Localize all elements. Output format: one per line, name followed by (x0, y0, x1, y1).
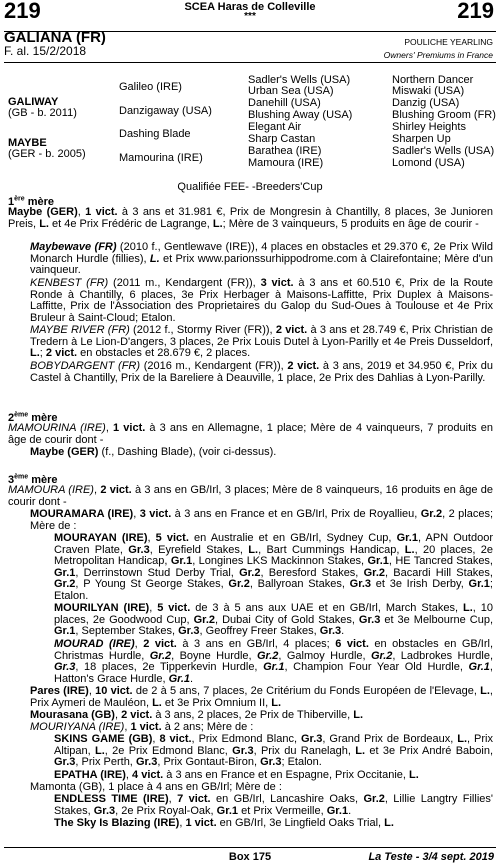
consignor-title: SCEA Haras de Colleville (184, 1, 316, 13)
gen3-item: Sadler's Wells (USA) (248, 74, 351, 86)
box-number: Box 175 (228, 851, 272, 863)
section-first-dam: 1ère mère (8, 195, 54, 208)
gen2-item: Danzigaway (USA) (119, 105, 212, 117)
produce-entry: MOURILYAN (IRE), 5 vict. de 3 à 5 ans aux UAE et en GB/Irl, March Stakes, L., 10 places, 2e Goodwood Cup, Gr.2, Dubai City of Gold Stakes, Gr.3 et 3e Melbourne Cup, Gr.1, September Stakes, Gr.3, Geoffrey Freer Stakes, Gr.3. (54, 602, 493, 638)
produce-entry: Mourasana (GB), 2 vict. à 3 ans, 2 places, 2e Prix de Thiberville, L. (30, 709, 364, 721)
gen3-item: Mamoura (IRE) (248, 157, 324, 169)
third-dam-paragraph: MAMOURA (IRE), 2 vict. à 3 ans en GB/Irl, 3 places; Mère de 8 vainqueurs, 16 produits en âge de courir dont - (8, 484, 493, 508)
consignor-stars: *** (244, 11, 256, 22)
produce-entry: The Sky Is Blazing (IRE), 1 vict. en GB/Irl, 3e Lingfield Oaks Trial, L. (54, 817, 394, 829)
produce-entry: MOURIYANA (IRE), 1 vict. à 2 ans; Mère de : (30, 721, 254, 733)
sire-name: GALIWAY (8, 96, 59, 108)
produce-entry: Pares (IRE), 10 vict. de 2 à 5 ans, 7 places, 2e Critérium du Fonds Européen de l'Elevage, L., Prix Aymeri de Mauléon, L. et 3e Prix Omnium II, L. (30, 685, 493, 709)
produce-entry: MOURAD (IRE), 2 vict. à 3 ans en GB/Irl, 4 places; 6 vict. en obstacles en GB/Irl, Christmas Hurdle, Gr.2, Boyne Hurdle, Gr.2, Galmoy Hurdle, Gr.2, Ladbrokes Hurdle, Gr.3, 18 places, 2e Tipperkevin Hurdle, Gr.1, Champion Four Year Old Hurdle, Gr.1, Hatton's Grace Hurdle, Gr.1. (54, 638, 494, 685)
horse-category: POULICHE YEARLING (404, 37, 493, 47)
qualification-note: Qualifiée FEE- -Breeders'Cup (177, 181, 323, 193)
gen4-item: Lomond (USA) (392, 157, 465, 169)
gen3-item: Elegant Air (248, 121, 302, 133)
lot-number-right: 219 (457, 0, 494, 23)
gen4-item: Sharpen Up (392, 133, 451, 145)
gen4-item: Northern Dancer (392, 74, 474, 86)
produce-entry: Mamonta (GB), 1 place à 4 ans en GB/Irl; Mère de : (30, 781, 282, 793)
lot-number-left: 219 (4, 0, 41, 23)
first-dam-paragraph: Maybe (GER), 1 vict. à 3 ans et 31.981 €, Prix de Mongresin à Chantilly, 8 places, 3e Junioren Preis, L. et 4e Prix Frédéric de Lagrange, L.; Mère de 3 vainqueurs, 5 produits en âge de courir - (8, 206, 493, 230)
gen3-item: Barathea (IRE) (248, 145, 322, 157)
produce-entry: MAYBE RIVER (FR) (2012 f., Stormy River (FR)), 2 vict. à 3 ans et 28.749 €, Prix Christian de Tredern à Le Lion-D'angers, 3 places, 2e Prix Louis Dutel à Lyon-Parilly et 4e Preis Dusseldorf, L.; 2 vict. en obstacles et 28.679 €, 2 places. (30, 324, 494, 360)
horse-name: GALIANA (FR) (4, 29, 106, 46)
produce-entry: MOURAYAN (IRE), 5 vict. en Australie et en GB/Irl, Sydney Cup, Gr.1, APN Outdoor Craven Plate, Gr.3, Eyrefield Stakes, L., Bart Cummings Handicap, L., 20 places, 2e Metropolitan Handicap, Gr.1, Longines LKS Mackinnon Stakes, Gr.1, HE Tancred Stakes, Gr.1, Derrinstown Stud Derby Trial, Gr.2, Beresford Stakes, Gr.2, Bacardi Hill Stakes, Gr.2, P Young St George Stakes, Gr.2, Ballyroan Stakes, Gr.3 et 3e Irish Derby, Gr.1; Etalon. (54, 532, 493, 602)
produce-entry: SKINS GAME (GB), 8 vict., Prix Edmond Blanc, Gr.3, Grand Prix de Bordeaux, L., Prix Altipan, L., 2e Prix Edmond Blanc, Gr.3, Prix du Ranelagh, L. et 3e Prix André Baboin, Gr.3, Prix Perth, Gr.3, Prix Gontaut-Biron, Gr.3; Etalon. (54, 733, 494, 769)
produce-entry: BOBYDARGENT (FR) (2016 m., Kendargent (FR)), 2 vict. à 3 ans, 2019 et 34.950 €, Prix du Castel à Chantilly, Prix de la Bareliere à Deauville, 1 place, 2e Prix des Dahlias à Lyon-Parilly. (30, 360, 493, 384)
gen2-item: Mamourina (IRE) (119, 152, 203, 164)
gen3-item: Danehill (USA) (248, 97, 321, 109)
horse-details: F. al. 15/2/2018 (4, 44, 87, 58)
owners-premiums: Owners' Premiums in France (383, 50, 493, 60)
second-dam-paragraph: MAMOURINA (IRE), 1 vict. à 3 ans en Allemagne, 1 place; Mère de 4 vainqueurs, 7 produits en âge de courir dont - (8, 422, 493, 446)
gen4-item: Danzig (USA) (392, 97, 460, 109)
sale-info: La Teste - 3/4 sept. 2019 (368, 851, 494, 863)
gen4-item: Shirley Heights (392, 121, 466, 133)
gen4-item: Miswaki (USA) (392, 85, 465, 97)
dam-name: MAYBE (8, 137, 47, 149)
gen2-item: Dashing Blade (119, 128, 191, 140)
gen4-item: Sadler's Wells (USA) (392, 145, 495, 157)
dam-detail: (GER - b. 2005) (8, 148, 86, 160)
gen4-item: Blushing Groom (FR) (392, 109, 496, 121)
section-second-dam: 2ème mère (8, 411, 58, 424)
produce-entry: Maybe (GER) (f., Dashing Blade), (voir ci-dessus). (30, 446, 277, 458)
produce-entry: Maybewave (FR) (2010 f., Gentlewave (IRE)), 4 places en obstacles et 29.370 €, 2e Prix Wild Monarch Hurdle (fillies), L. et Prix www.parionssurhippodrome.com à Clairefontaine; Mère d'un vainqueur. (30, 241, 493, 277)
section-third-dam: 3ème mère (8, 473, 58, 486)
gen3-item: Blushing Away (USA) (248, 109, 353, 121)
produce-entry: KENBEST (FR) (2011 m., Kendargent (FR)), 3 vict. à 3 ans et 60.510 €, Prix de la Route Ronde à Chantilly, 6 places, 3e Prix Herbager à Maisons-Laffitte, Prix Duplex à Maisons-Laffitte, Prix de l'Association des Proprietaires du Galop du Sud-Oues à Toulouse et 4e Prix Bruleur à Saint-Cloud; Etalon. (30, 277, 493, 324)
produce-entry: MOURAMARA (IRE), 3 vict. à 3 ans en France et en GB/Irl, Prix de Royallieu, Gr.2, 2 places; Mère de : (30, 508, 493, 532)
gen3-item: Urban Sea (USA) (248, 85, 334, 97)
gen2-item: Galileo (IRE) (119, 81, 182, 93)
footer-rule (4, 847, 496, 848)
produce-entry: ENDLESS TIME (IRE), 7 vict. en GB/Irl, Lancashire Oaks, Gr.2, Lillie Langtry Fillies' Stakes, Gr.3, 2e Prix Royal-Oak, Gr.1 et Prix Vermeille, Gr.1. (54, 793, 493, 817)
gen3-item: Sharp Castan (248, 133, 316, 145)
pedigree-rule (4, 62, 496, 63)
sire-detail: (GB - b. 2011) (8, 107, 77, 119)
produce-entry: EPATHA (IRE), 4 vict. à 3 ans en France et en Espagne, Prix Occitanie, L. (54, 769, 419, 781)
